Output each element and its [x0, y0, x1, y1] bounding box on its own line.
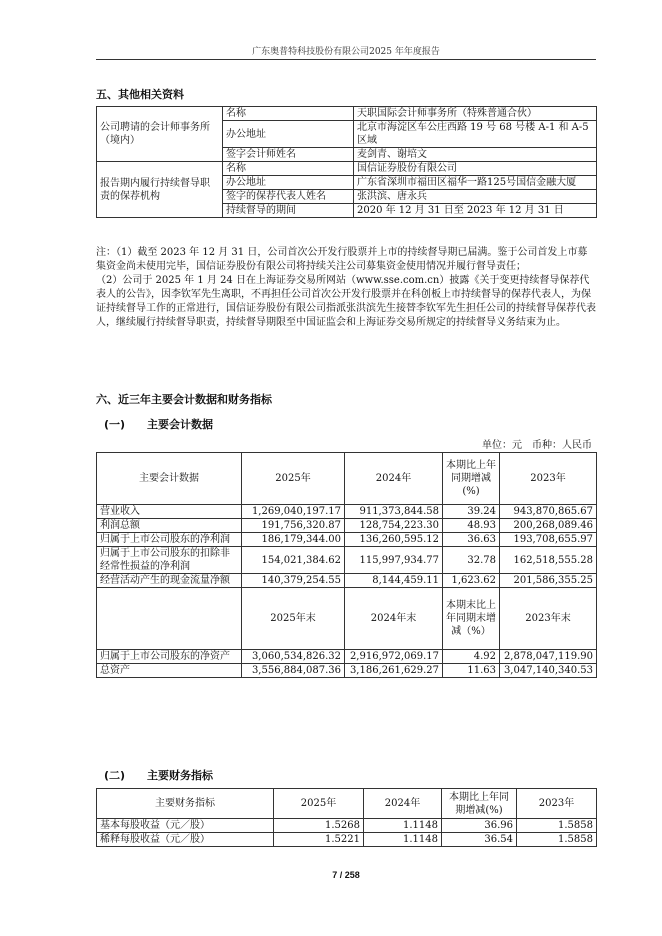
row-label: 归属于上市公司股东的净利润 — [97, 533, 242, 547]
row-label: 总资产 — [97, 664, 242, 678]
cell: 2,878,047,119.90 — [500, 650, 597, 664]
table-header-row — [97, 789, 597, 819]
table-header-row — [97, 588, 597, 650]
row-label: 归属于上市公司股东的净资产 — [97, 650, 242, 664]
financial-indicators-table — [96, 788, 597, 847]
row-label: 稀释每股收益（元／股） — [97, 833, 274, 847]
column-header: 主要会计数据 — [97, 453, 242, 505]
row-label: 名称 — [223, 162, 354, 176]
cell: 1.5858 — [517, 819, 597, 833]
table-row — [97, 505, 597, 519]
page-number: 7 / 258 — [332, 870, 360, 880]
row-value: 麦剑青、谢培文 — [354, 148, 597, 162]
note-1: 注：（1）截至 2023 年 12 月 31 日，公司首次公开发行股票并上市的持续督导期已届满。鉴于公司首发上市募集资金尚未使用完毕，国信证券股份有限公司将持续关注公司募集资金使用情况并履行督导责任； — [96, 247, 588, 272]
column-header: 主要财务指标 — [97, 789, 274, 819]
cell: 191,756,320.87 — [242, 519, 345, 533]
row-label: 营业收入 — [97, 505, 242, 519]
notes — [96, 246, 596, 330]
table-row — [97, 819, 597, 833]
other-info-table — [96, 106, 597, 218]
cell: 3,047,140,340.53 — [500, 664, 597, 678]
cell: 4.92 — [443, 650, 500, 664]
table-row — [97, 833, 597, 847]
section-5-title: 五、其他相关资料 — [96, 88, 184, 101]
sponsor-group-label: 报告期内履行持续督导职责的保荐机构 — [97, 162, 223, 218]
subsection-1-title: (一) 主要会计数据 — [104, 418, 214, 431]
accounting-data-table — [96, 452, 597, 678]
cell: 201,586,355.25 — [500, 574, 597, 588]
cell: 193,708,655.97 — [500, 533, 597, 547]
column-header: 本期末比上年同期末增减（%） — [443, 588, 500, 650]
cell: 186,179,344.00 — [242, 533, 345, 547]
subsection-2-title: (二) 主要财务指标 — [104, 769, 214, 782]
column-header — [97, 588, 242, 650]
cell: 32.78 — [443, 547, 500, 574]
row-label: 基本每股收益（元／股） — [97, 819, 274, 833]
column-header: 2025年末 — [242, 588, 345, 650]
column-header: 2024年 — [345, 453, 443, 505]
row-value: 国信证券股份有限公司 — [354, 162, 597, 176]
cell: 115,997,934.77 — [345, 547, 443, 574]
row-label: 归属于上市公司股东的扣除非经常性损益的净利润 — [97, 547, 242, 574]
cell: 154,021,384.62 — [242, 547, 345, 574]
row-label: 办公地址 — [223, 176, 354, 190]
cell: 128,754,223.30 — [345, 519, 443, 533]
cell: 48.93 — [443, 519, 500, 533]
cell: 943,870,865.67 — [500, 505, 597, 519]
cell: 2,916,972,069.17 — [345, 650, 443, 664]
cell: 39.24 — [443, 505, 500, 519]
column-header: 本期比上年同期增减(%) — [443, 453, 500, 505]
cell: 1.5858 — [517, 833, 597, 847]
header-rule — [96, 59, 596, 60]
column-header: 2024年末 — [345, 588, 443, 650]
note-2: （2）公司于 2025 年 1 月 24 日在上海证券交易所网站（www.sse.com.cn）披露《关于变更持续督导保荐代表人的公告》，因李钦军先生离职，不再担任公司首次公开发行股票并在科创板上市持续督导的保荐代表人，为保证持续督导工作的正常进行，国信证券股份有限公司指派张洪滨先生接替李钦军先生担任公司的持续督导保荐代表人，继续履行持续督导职责，持续督导期限至中国证监会和上海证券交易所规定的持续督导义务结束为止。 — [96, 275, 596, 328]
row-label: 名称 — [223, 107, 354, 121]
section-6-title: 六、近三年主要会计数据和财务指标 — [96, 393, 272, 406]
row-value: 广东省深圳市福田区福华一路125号国信金融大厦 — [354, 176, 597, 190]
cell: 1.5268 — [274, 819, 364, 833]
table-row — [97, 162, 597, 176]
cell: 1,269,040,197.17 — [242, 505, 345, 519]
table-row — [97, 650, 597, 664]
cell: 1,623.62 — [443, 574, 500, 588]
column-header: 2023年末 — [500, 588, 597, 650]
cell: 1.5221 — [274, 833, 364, 847]
cell: 3,556,884,087.36 — [242, 664, 345, 678]
column-header: 2025年 — [274, 789, 364, 819]
table-row — [97, 533, 597, 547]
cell: 1.1148 — [364, 819, 442, 833]
table-row — [97, 519, 597, 533]
row-value: 2020 年 12 月 31 日至 2023 年 12 月 31 日 — [354, 204, 597, 218]
row-label: 办公地址 — [223, 121, 354, 148]
row-value: 北京市海淀区车公庄西路 19 号 68 号楼 A-1 和 A-5 区域 — [354, 121, 597, 148]
cell: 3,060,534,826.32 — [242, 650, 345, 664]
cell: 8,144,459.11 — [345, 574, 443, 588]
cell: 36.63 — [443, 533, 500, 547]
row-label: 签字的保荐代表人姓名 — [223, 190, 354, 204]
row-label: 签字会计师姓名 — [223, 148, 354, 162]
table-header-row — [97, 453, 597, 505]
cell: 1.1148 — [364, 833, 442, 847]
row-value: 天职国际会计师事务所（特殊普通合伙） — [354, 107, 597, 121]
cell: 3,186,261,629.27 — [345, 664, 443, 678]
cell: 200,268,089.46 — [500, 519, 597, 533]
table-row — [97, 107, 597, 121]
cell: 140,379,254.55 — [242, 574, 345, 588]
table-row — [97, 547, 597, 574]
row-value: 张洪滨、唐永兵 — [354, 190, 597, 204]
row-label: 持续督导的期间 — [223, 204, 354, 218]
column-header: 2023年 — [517, 789, 597, 819]
row-label: 经营活动产生的现金流量净额 — [97, 574, 242, 588]
column-header: 本期比上年同期增减(%) — [442, 789, 517, 819]
column-header: 2025年 — [242, 453, 345, 505]
table-row — [97, 664, 597, 678]
cell: 162,518,555.28 — [500, 547, 597, 574]
cell: 11.63 — [443, 664, 500, 678]
cell: 911,373,844.58 — [345, 505, 443, 519]
report-header: 广东奥普特科技股份有限公司2025 年年度报告 — [252, 47, 440, 57]
column-header: 2023年 — [500, 453, 597, 505]
auditor-group-label: 公司聘请的会计师事务所（境内） — [97, 107, 223, 162]
table-row — [97, 574, 597, 588]
row-label: 利润总额 — [97, 519, 242, 533]
column-header: 2024年 — [364, 789, 442, 819]
cell: 36.96 — [442, 819, 517, 833]
cell: 136,260,595.12 — [345, 533, 443, 547]
unit-line: 单位：元 币种：人民币 — [482, 440, 592, 451]
cell: 36.54 — [442, 833, 517, 847]
